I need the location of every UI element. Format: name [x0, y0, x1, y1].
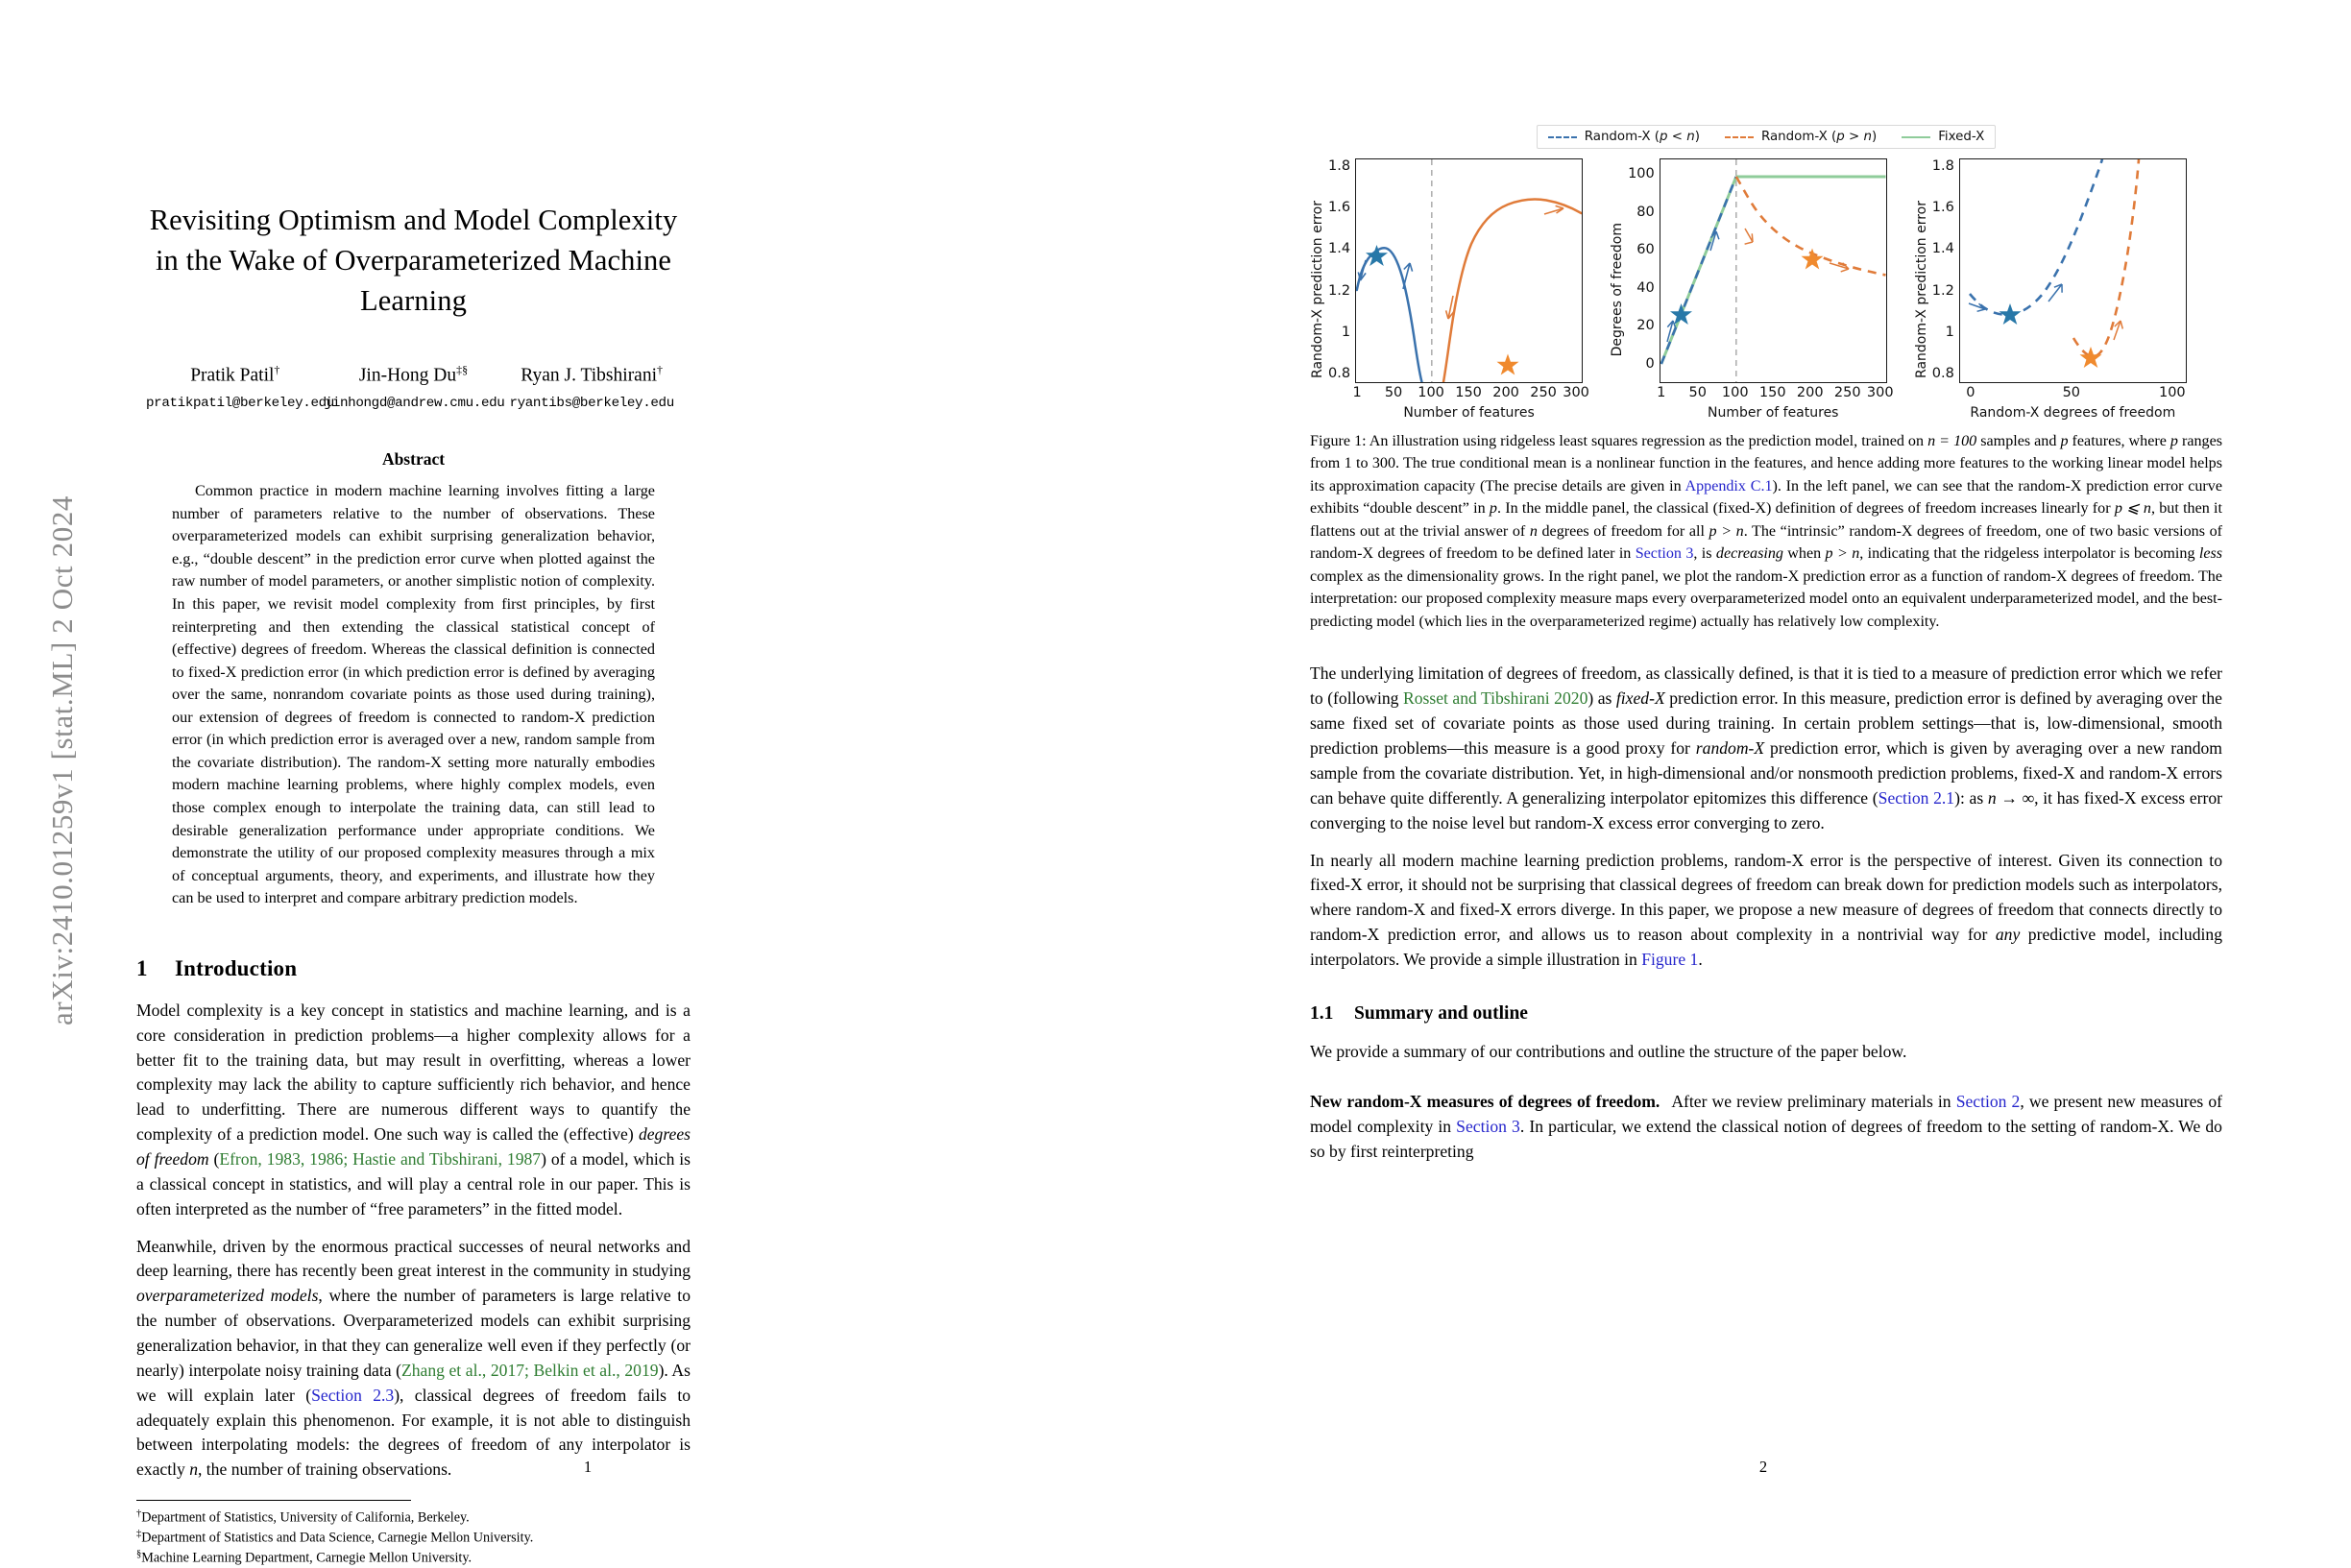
ytick: 0.8 — [1328, 365, 1351, 381]
caption-math-p-gt-n2: p > n — [1825, 545, 1860, 563]
legend-label-fixed-x — [1938, 130, 1984, 144]
legend-text-end: ) — [1871, 130, 1878, 144]
caption-text-s: complex as the dimensionality grows. In the right panel, we plot the random-X prediction error as a function of random-X degrees of freedom. The interpretation: our proposed complexity measure maps every overparameterized model onto an equivalent underparameterized model, and the best-predicting model (which lies in the overparameterized regime) actually has relatively low complexity. — [1310, 567, 2222, 630]
caption-text-b: samples and — [1976, 433, 2061, 449]
panel-middle — [1610, 158, 1894, 421]
panel-right-xticks — [1959, 383, 2187, 404]
author-affiliation-mark: † — [657, 363, 664, 377]
p1-text-f: , it has fixed-X excess error converging to the noise level but random-X excess error converging to zero. — [1310, 787, 2223, 832]
ytick: 1.4 — [1328, 241, 1351, 257]
p1-text-e: ): as — [1954, 787, 1988, 808]
p2-text-b: predictive model, including interpolators. We provide a simple illustration in — [1310, 925, 2222, 970]
p2-emphasis-any: any — [1995, 925, 2021, 945]
caption-math-p-gt-n: p > n — [1709, 522, 1744, 540]
caption-math-p: p — [2060, 433, 2069, 449]
panel-left-inner — [1310, 158, 1589, 421]
ytick: 60 — [1636, 242, 1655, 258]
intro-p1-emphasis: degrees of freedom — [136, 1124, 691, 1169]
caption-text-o: when — [1782, 545, 1826, 563]
legend-item-random-x-p-gt-n — [1725, 130, 1877, 144]
p4-text-b: , we present new measures of model complexity in — [1310, 1091, 2223, 1136]
arxiv-stamp-text: arXiv:2410.01259v1 [stat.ML] 2 Oct 2024 — [45, 495, 79, 1026]
legend-text: Random-X ( — [1584, 130, 1660, 144]
section-link-2-3[interactable]: Section 2.3 — [311, 1385, 395, 1405]
xtick: 0 — [1966, 385, 1975, 400]
xtick: 200 — [1492, 385, 1519, 400]
panel-left — [1310, 158, 1589, 421]
marker-star-blue — [1999, 303, 2021, 325]
figure-panels — [1310, 158, 2222, 421]
arrow-orange-right-shaft — [1544, 208, 1563, 214]
figure-caption — [1310, 430, 2222, 633]
caption-emphasis-less: less — [2198, 545, 2222, 563]
panel-middle-inner — [1610, 158, 1894, 421]
xtick: 150 — [1455, 385, 1482, 400]
intro-p2-text-d: ), classical degrees of freedom fails to adequately explain this phenomenon. For example, it is not able to distinguish between interpolating models: the degrees of freedom of any interpolator is exactly — [136, 1385, 691, 1480]
body-paragraph-4 — [1310, 1090, 2222, 1165]
panel-left-plot — [1356, 159, 1582, 382]
intro-p2-text-e: , the number of training observations. — [198, 1459, 452, 1480]
panel-right-xlabel: Random-X degrees of freedom — [1970, 405, 2176, 421]
page-2 — [1176, 0, 2351, 1521]
ytick: 1.8 — [1931, 158, 1954, 174]
panel-middle-xticks — [1657, 383, 1894, 404]
footnote-mark: ‡ — [136, 1529, 142, 1540]
figure-link-1[interactable]: Figure 1 — [1641, 950, 1699, 970]
xtick: 200 — [1796, 385, 1824, 400]
appendix-link-c1[interactable]: Appendix C.1 — [1684, 477, 1773, 495]
legend-swatch-blue-dashed — [1548, 136, 1577, 138]
ytick: 1.6 — [1931, 200, 1954, 216]
panel-right-ylabel: Random-X prediction error — [1913, 201, 1929, 378]
p1-math: n → ∞ — [1987, 787, 2035, 808]
page-1 — [0, 0, 1176, 1566]
panel-left-xlabel: Number of features — [1403, 405, 1535, 421]
section-number: 1 — [136, 955, 148, 980]
ytick: 1 — [1341, 324, 1351, 340]
page-1-column — [136, 0, 691, 1568]
panel-middle-plot — [1660, 159, 1886, 382]
section-link-2[interactable]: Section 2 — [1955, 1091, 2021, 1111]
legend-swatch-orange-dashed — [1725, 136, 1754, 138]
panel-middle-axes — [1660, 158, 1887, 383]
subsection-number: 1.1 — [1310, 1003, 1334, 1025]
p2-text-c: . — [1698, 950, 1703, 970]
body-paragraph-3: We provide a summary of our contributions and outline the structure of the paper below. — [1310, 1042, 1907, 1062]
ytick: 0.8 — [1931, 365, 1954, 381]
series-random-x-p-lt-n — [1970, 159, 2102, 315]
figure-legend — [1310, 125, 2222, 149]
p1-text-b: ) as — [1588, 688, 1616, 709]
caption-text-a: An illustration using ridgeless least squares regression as the prediction model, trained on — [1366, 433, 1928, 449]
intro-p2-emphasis: overparameterized models — [136, 1286, 319, 1306]
author-name-text: Pratik Patil — [190, 365, 275, 386]
author-email[interactable]: ryantibs@berkeley.edu — [509, 396, 674, 412]
caption-text-j: degrees of freedom for all — [1537, 522, 1709, 540]
footnote-item — [136, 1508, 691, 1528]
panel-middle-ylabel: Degrees of freedom — [1610, 222, 1626, 357]
marker-star-orange — [1497, 354, 1519, 375]
p1-emphasis-fixed-x: fixed-X — [1615, 688, 1665, 709]
panel-right-inner — [1914, 158, 2187, 421]
legend-item-fixed-x — [1902, 130, 1984, 144]
arxiv-stamp — [19, 0, 106, 1521]
ytick: 1 — [1945, 324, 1954, 340]
legend-box — [1537, 125, 1997, 149]
body-paragraph-2 — [1310, 849, 2222, 973]
abstract-text: Common practice in modern machine learning involves fitting a large number of parameters relative to the number of observations. These overparameterized models can exhibit surprising generalization behavior, e.g., “double descent” in the prediction error curve when plotted against the raw number of model parameters, or another simplistic notion of complexity. In this paper, we revisit model complexity from first principles, by first reinterpreting and then extending the classical statistical concept of (effective) degrees of freedom. Whereas the classical definition is connected to fixed-X prediction error (in which prediction error is defined by averaging over the same, nonrandom covariate points as those used during training), our extension of degrees of freedom is connected to random-X prediction error (in which prediction error is averaged over a new, random sample from the covariate distribution). The random-X setting more naturally embodies modern machine learning problems, where highly complex models, even those complex enough to interpolate the training data, can still lead to desirable generalization performance under appropriate conditions. We demonstrate the utility of our proposed complexity measures through a mix of conceptual arguments, theory, and experiments, and illustrate how they can be used to interpret and compare arbitrary prediction models. — [172, 482, 655, 907]
p1-text-c: prediction error. In this measure, prediction error is defined by averaging over the same fixed set of covariate points as those used during training. In certain problem settings—that is, low-dimensional, smooth prediction problems—this measure is a good proxy for — [1310, 688, 2222, 759]
caption-emphasis-decreasing: decreasing — [1715, 545, 1783, 563]
body-paragraph-1 — [1310, 662, 2222, 835]
ytick: 20 — [1636, 318, 1655, 334]
footnote-text: Department of Statistics and Data Science, Carnegie Mellon University. — [141, 1530, 534, 1546]
page-number-1: 1 — [583, 1458, 593, 1476]
marker-star-orange — [2079, 347, 2101, 368]
section-heading-introduction — [136, 956, 691, 981]
p1-text-a: The underlying limitation of degrees of freedom, as classically defined, is that it is tied to a measure of prediction error which we refer to (following — [1310, 663, 2222, 709]
intro-p2-math-n: n — [189, 1459, 198, 1480]
intro-paragraph-2 — [136, 1235, 691, 1484]
intro-paragraph-1 — [136, 999, 691, 1222]
footnote-list — [136, 1508, 691, 1568]
footnote-item — [136, 1528, 691, 1548]
xtick: 300 — [1563, 385, 1589, 400]
panel-left-yticks — [1328, 158, 1355, 381]
xtick: 100 — [2158, 385, 2186, 400]
footnote-divider — [136, 1500, 411, 1501]
citation-link-zhang-belkin[interactable]: Zhang et al., 2017; Belkin et al., 2019 — [400, 1360, 659, 1380]
figure-1 — [1310, 125, 2222, 633]
marker-star-orange — [1801, 249, 1823, 270]
section-link-2-1[interactable]: Section 2.1 — [1878, 787, 1955, 808]
caption-text-d: ranges from 1 to 300. The true conditional mean is a nonlinear function in the features, and hence adding more features to the working linear model helps its approximation capacity (The precise details are given in — [1310, 433, 2223, 495]
xtick: 1 — [1352, 385, 1362, 400]
subsection-heading-summary-outline — [1310, 1003, 2222, 1025]
caption-text-h: , but then it flattens out at the trivial answer of — [1310, 500, 2222, 540]
ytick: 1.4 — [1931, 241, 1954, 257]
ytick: 1.8 — [1328, 158, 1351, 174]
caption-text-l: . The “intrinsic” random-X degrees of freedom, one of two basic versions of random-X degrees of freedom to be defined later in — [1310, 522, 2222, 563]
panel-right — [1914, 158, 2187, 421]
panel-right-axes — [1959, 158, 2187, 383]
legend-math: p > n — [1836, 130, 1872, 144]
author-name — [325, 363, 503, 387]
panel-middle-yticks — [1628, 158, 1660, 381]
runin-heading-new-random-x-measures: New random-X measures of degrees of freedom. — [1310, 1091, 1660, 1111]
footnote-text: Machine Learning Department, Carnegie Mellon University. — [141, 1550, 473, 1566]
caption-math-p-le-n: p ⩽ n — [2114, 500, 2151, 518]
abstract-heading: Abstract — [381, 449, 446, 470]
legend-swatch-green-solid — [1902, 136, 1930, 138]
xtick: 1 — [1657, 385, 1666, 400]
panel-left-xticks — [1352, 383, 1589, 404]
footnote-text: Department of Statistics, University of California, Berkeley. — [141, 1509, 470, 1526]
intro-p2-text-b: , where the number of parameters is large relative to the number of observations. Overparameterized models can exhibit surprising generalization behavior, in that they can generalize well even if they perfectly (or nearly) interpolate noisy training data ( — [136, 1286, 691, 1380]
author-affiliation-mark: ‡§ — [456, 363, 469, 377]
author-block — [146, 363, 334, 412]
intro-p1-text-c: ) of a model, which is a classical concept in statistics, and will play a central role in our paper. This is often interpreted as the number of “free parameters” in the fitted model. — [136, 1148, 691, 1218]
section-link-3b[interactable]: Section 3 — [1456, 1116, 1520, 1136]
intro-p1-text-a: Model complexity is a key concept in statistics and machine learning, and is a core consideration in prediction problems—a higher complexity allows for a better fit to the training data, but may result in overfitting, whereas a lower complexity may lack the ability to capture sufficiently rich behavior, and hence lead to underfitting. There are numerous different ways to quantify the complexity of a prediction model. One such way is called the (effective) — [136, 1000, 691, 1145]
page-2-column — [1310, 125, 2222, 1177]
caption-text-c: features, where — [2068, 433, 2170, 449]
xtick: 50 — [2062, 385, 2081, 400]
xtick: 50 — [1688, 385, 1707, 400]
legend-item-random-x-p-lt-n — [1548, 130, 1700, 144]
author-name — [502, 363, 681, 387]
author-block — [325, 363, 503, 411]
legend-label-random-x-p-lt-n — [1585, 130, 1700, 144]
section-title: Introduction — [175, 955, 298, 980]
author-name — [146, 363, 325, 387]
p4-text-a: After we review preliminary materials in — [1671, 1091, 1956, 1111]
p4-text-c: . In particular, we extend the classical notion of degrees of freedom to the setting of random-X. We do so by first reinterpreting — [1310, 1116, 2222, 1161]
legend-text-end: ) — [1694, 130, 1700, 144]
author-block — [502, 363, 681, 411]
section-link-3[interactable]: Section 3 — [1635, 545, 1694, 563]
ytick: 40 — [1636, 279, 1655, 296]
xtick: 100 — [1418, 385, 1444, 400]
caption-text-m: , is — [1693, 545, 1716, 563]
legend-text: Fixed-X — [1938, 130, 1985, 144]
author-affiliation-mark: † — [274, 363, 280, 377]
panel-right-plot — [1960, 159, 2186, 382]
caption-text-f: . In the middle panel, the classical (fixed-X) definition of degrees of freedom increases linearly for — [1496, 500, 2115, 518]
caption-text-r: , indicating that the ridgeless interpolator is becoming — [1859, 545, 2199, 563]
author-email[interactable]: pratikpatil@berkeley.edu — [146, 396, 334, 412]
panel-left-axes — [1355, 158, 1583, 383]
xtick: 100 — [1721, 385, 1749, 400]
author-email[interactable]: jinhongd@andrew.cmu.edu — [324, 396, 505, 412]
legend-math: p < n — [1660, 130, 1695, 144]
author-name-text: Ryan J. Tibshirani — [521, 365, 658, 386]
ytick: 80 — [1636, 204, 1655, 220]
subsection-title: Summary and outline — [1354, 1003, 1528, 1025]
page-number-2: 2 — [1758, 1458, 1768, 1476]
caption-math-n: n = 100 — [1927, 433, 1977, 449]
p2-text-a: In nearly all modern machine learning prediction problems, random-X error is the perspective of interest. Given its connection to fixed-X error, it should not be surprising that classical degrees of freedom can break down for prediction models such as interpolators, where random-X and fixed-X errors diverge. In this paper, we propose a new measure of degrees of freedom that connects directly to random-X prediction error, and allows us to reason about complexity in a nontrivial way for — [1310, 850, 2222, 945]
legend-label-random-x-p-gt-n — [1761, 130, 1877, 144]
caption-math-p: p — [1489, 500, 1497, 518]
intro-p2-text-c: ). As we will explain later ( — [136, 1360, 691, 1405]
xtick: 150 — [1758, 385, 1786, 400]
ytick: 0 — [1645, 355, 1655, 372]
caption-math-p: p — [2169, 433, 2178, 449]
ytick: 1.6 — [1328, 200, 1351, 216]
panel-left-ylabel: Random-X prediction error — [1310, 201, 1325, 378]
panel-middle-xlabel: Number of features — [1708, 405, 1839, 421]
caption-text-e: ). In the left panel, we can see that the random-X prediction error curve exhibits “double descent” in — [1310, 477, 2222, 518]
xtick: 50 — [1384, 385, 1403, 400]
footnote-mark: § — [136, 1548, 142, 1559]
series-random-x-p-gt-n — [2073, 159, 2139, 356]
p1-text-d: prediction error, which is given by averaging over a new random sample from the covariate distribution. Yet, in high-dimensional and/or nonsmooth prediction problems, fixed-X and random-X errors can behave quite differently. A generalizing interpolator epitomizes this difference ( — [1310, 738, 2222, 808]
citation-link-efron-hastie[interactable]: Efron, 1983, 1986; Hastie and Tibshirani, 1987 — [219, 1148, 542, 1169]
intro-p1-text-b: ( — [208, 1148, 220, 1169]
ytick: 1.2 — [1328, 282, 1351, 299]
caption-math-n2: n — [1529, 522, 1538, 540]
ytick: 1.2 — [1931, 282, 1954, 299]
author-name-text: Jin-Hong Du — [358, 365, 457, 386]
series-random-x-p-gt-n — [1443, 200, 1582, 382]
legend-text: Random-X ( — [1760, 130, 1837, 144]
intro-p2-text-a: Meanwhile, driven by the enormous practical successes of neural networks and deep learning, there has recently been great interest in the community in studying — [136, 1236, 691, 1281]
page-title: Revisiting Optimism and Model Complexity in the Wake of Overparameterized Machine Learning — [149, 204, 678, 318]
author-list — [136, 363, 691, 411]
footnote-mark: † — [136, 1508, 142, 1520]
caption-label: Figure 1: — [1310, 433, 1367, 449]
ytick: 100 — [1628, 166, 1655, 181]
panel-right-yticks — [1932, 158, 1959, 381]
p1-emphasis-random-x: random-X — [1695, 738, 1765, 759]
xtick: 250 — [1833, 385, 1861, 400]
xtick: 300 — [1866, 385, 1894, 400]
xtick: 250 — [1530, 385, 1557, 400]
citation-link-rosset-tibshirani[interactable]: Rosset and Tibshirani 2020 — [1402, 688, 1588, 709]
footnote-item — [136, 1548, 691, 1568]
